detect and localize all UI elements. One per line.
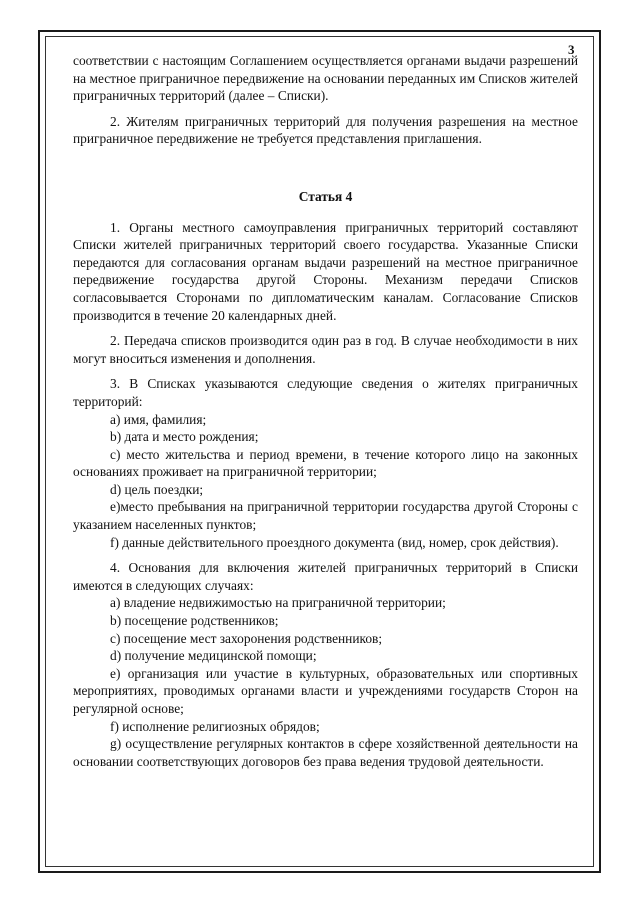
list-item: d) цель поездки;: [110, 481, 204, 497]
paragraph-2: 2. Жителям приграничных территорий для получения разрешения на местное приграничное передвижение не требуется представления приглашения.: [73, 113, 578, 147]
list-item: a) имя, фамилия;: [110, 411, 207, 427]
list-item: e) организация или участие в культурных, образовательных или спортивных мероприятиях, проводимых органами власти и учреждениями государств Сторон на регулярной основе;: [73, 665, 578, 716]
article4-paragraph-2: 2. Передача списков производится один раз в год. В случае необходимости в них могут вноситься изменения и дополнения.: [73, 333, 578, 366]
continuation-paragraph: соответствии с настоящим Соглашением осуществляется органами выдачи разрешений на местное приграничное передвижение на основании переданных им Списков жителей приграничных территорий (далее – Списки).: [73, 53, 578, 104]
article4-paragraph-1: 1. Органы местного самоуправления приграничных территорий составляют Списки жителей приграничных территорий своего государства. Указанные Списки передаются для согласования органам выдачи разрешений на местное приграничное передвижение государства другой Стороны. Механизм передачи Списков согласовывается Сторонами по дипломатическим каналам. Согласование Списков производится в течение 20 календарных дней.: [73, 219, 578, 323]
document-body: [73, 52, 578, 770]
list-item: f) данные действительного проездного документа (вид, номер, срок действия).: [110, 534, 559, 550]
list-item: e)место пребывания на приграничной территории государства другой Стороны с указанием населенных пунктов;: [73, 499, 578, 533]
list-item: b) дата и место рождения;: [110, 429, 259, 445]
list-item: a) владение недвижимостью на приграничной территории;: [110, 595, 446, 611]
list-item: b) посещение родственников;: [110, 613, 279, 629]
article4-paragraph-4-intro: 4. Основания для включения жителей приграничных территорий в Списки имеются в следующих случаях:: [73, 560, 578, 593]
list-item: g) осуществление регулярных контактов в сфере хозяйственной деятельности на основании соответствующих договоров без права ведения трудовой деятельности.: [73, 736, 578, 769]
list-item: c) место жительства и период времени, в течение которого лицо на законных основаниях проживает на приграничной территории;: [73, 446, 578, 480]
page-number: 3: [568, 42, 575, 57]
list-item: c) посещение мест захоронения родственников;: [110, 630, 383, 646]
list-item: f) исполнение религиозных обрядов;: [110, 718, 320, 734]
article-heading: Статья 4: [298, 188, 353, 204]
article4-paragraph-3-intro: 3. В Списках указываются следующие сведения о жителях приграничных территорий:: [73, 376, 578, 409]
list-item: d) получение медицинской помощи;: [110, 648, 317, 664]
